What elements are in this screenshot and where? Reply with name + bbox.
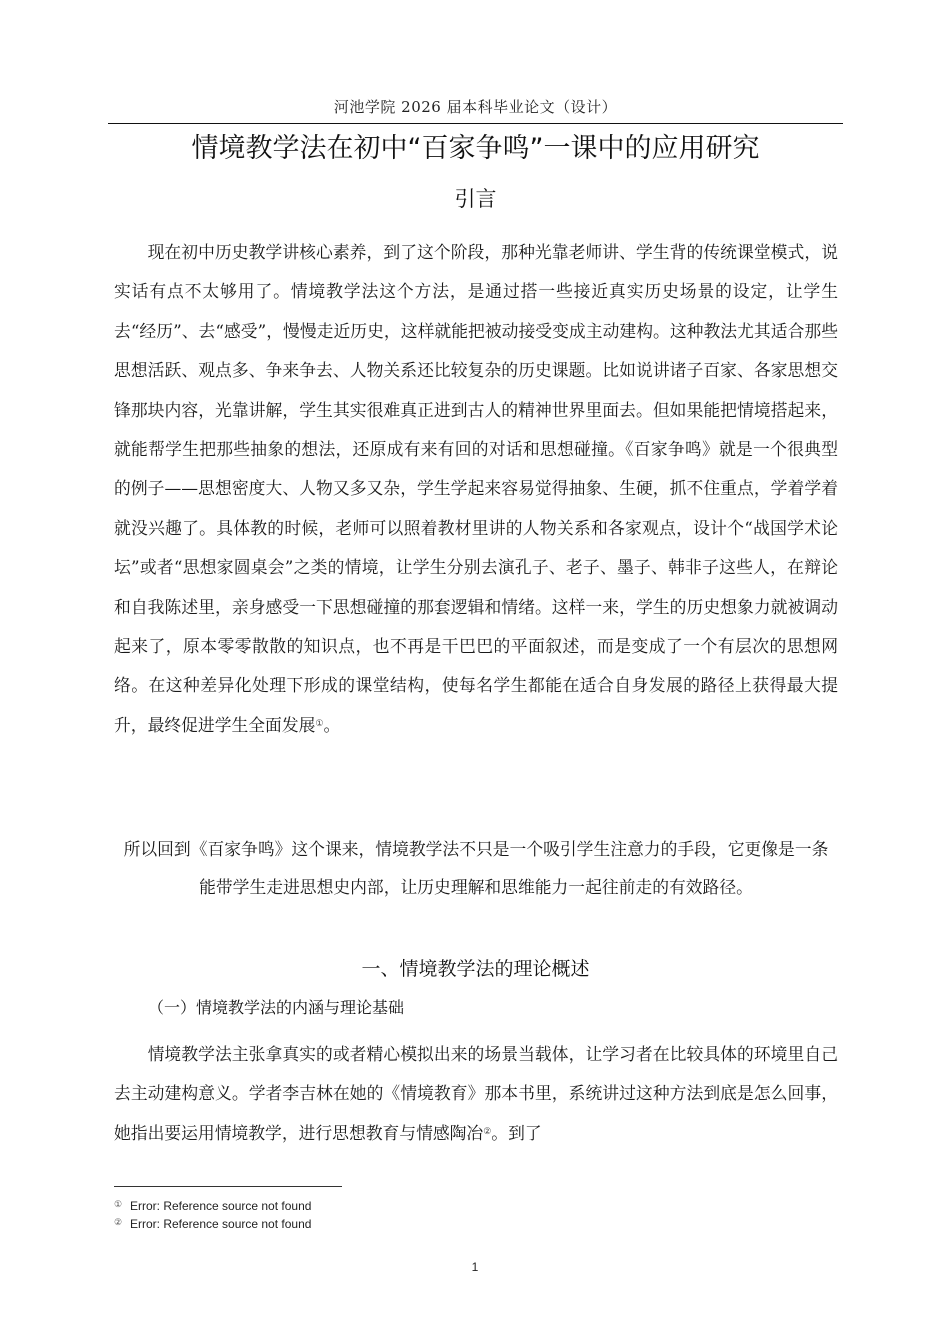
footnote-1-mark: ① bbox=[114, 1199, 123, 1209]
header-divider bbox=[108, 123, 843, 124]
page-title: 情境教学法在初中“百家争鸣”一课中的应用研究 bbox=[191, 133, 760, 164]
footnote-1-text: Error: Reference source not found bbox=[130, 1199, 312, 1213]
footnote-ref-1[interactable]: ① bbox=[315, 718, 324, 729]
page-number: 1 bbox=[471, 1260, 479, 1274]
footnote-2-text: Error: Reference source not found bbox=[130, 1217, 312, 1231]
section-heading: 一、情境教学法的理论概述 bbox=[361, 958, 590, 980]
footnote-2 bbox=[114, 1214, 311, 1232]
footnote-2-mark: ② bbox=[114, 1217, 123, 1227]
footnote-divider bbox=[114, 1186, 342, 1187]
intro-paragraph-1-end: 。 bbox=[323, 714, 341, 735]
running-header: 河池学院 2026 届本科毕业论文（设计） bbox=[333, 98, 618, 116]
section-paragraph bbox=[114, 1035, 838, 1153]
intro-paragraph-1-text: 现在初中历史教学讲核心素养，到了这个阶段，那种光靠老师讲、学生背的传统课堂模式，说实话有点不太够用了。情境教学法这个方法，是通过搭一些接近真实历史场景的设定，让学生去“经历”、去“感受”，慢慢走近历史，这样就能把被动接受变成主动建构。这种教法尤其适合那些思想活跃、观点多、争来争去、人物关系还比较复杂的历史课题。比如说讲诸子百家、各家思想交锋那块内容，光靠讲解，学生其实很难真正进到古人的精神世界里面去。但如果能把情境搭起来，就能帮学生把那些抽象的想法，还原成有来有回的对话和思想碰撞。《百家争鸣》就是一个很典型的例子——思想密度大、人物又多又杂，学生学起来容易觉得抽象、生硬，抓不住重点，学着学着就没兴趣了。具体教的时候，老师可以照着教材里讲的人物关系和各家观点，设计个“战国学术论坛”或者“思想家圆桌会”之类的情境，让学生分别去演孔子、老子、墨子、韩非子这些人，在辩论和自我陈述里，亲身感受一下思想碰撞的那套逻辑和情绪。这样一来，学生的历史想象力就被调动起来了，原本零零散散的知识点，也不再是干巴巴的平面叙述，而是变成了一个有层次的思想网络。在这种差异化处理下形成的课堂结构，使每名学生都能在适合自身发展的路径上获得最大提升，最终促进学生全面发展 bbox=[114, 242, 838, 735]
section-paragraph-end: 。到了 bbox=[491, 1122, 542, 1143]
section-paragraph-text: 情境教学法主张拿真实的或者精心模拟出来的场景当载体，让学习者在比较具体的环境里自己去主动建构意义。学者李吉林在她的《情境教育》那本书里，系统讲过这种方法到底是怎么回事，她指出要运用情境教学，进行思想教育与情感陶冶 bbox=[114, 1044, 838, 1143]
footnote-1 bbox=[114, 1196, 311, 1214]
subsection-heading: （一）情境教学法的内涵与理论基础 bbox=[148, 998, 405, 1017]
intro-heading: 引言 bbox=[454, 187, 497, 211]
intro-paragraph-1 bbox=[114, 233, 838, 745]
intro-paragraph-2: 所以回到《百家争鸣》这个课来，情境教学法不只是一个吸引学生注意力的手段，它更像是一条能带学生走进思想史内部，让历史理解和思维能力一起往前走的有效路径。 bbox=[123, 839, 829, 897]
footnote-ref-2[interactable]: ② bbox=[483, 1126, 492, 1137]
